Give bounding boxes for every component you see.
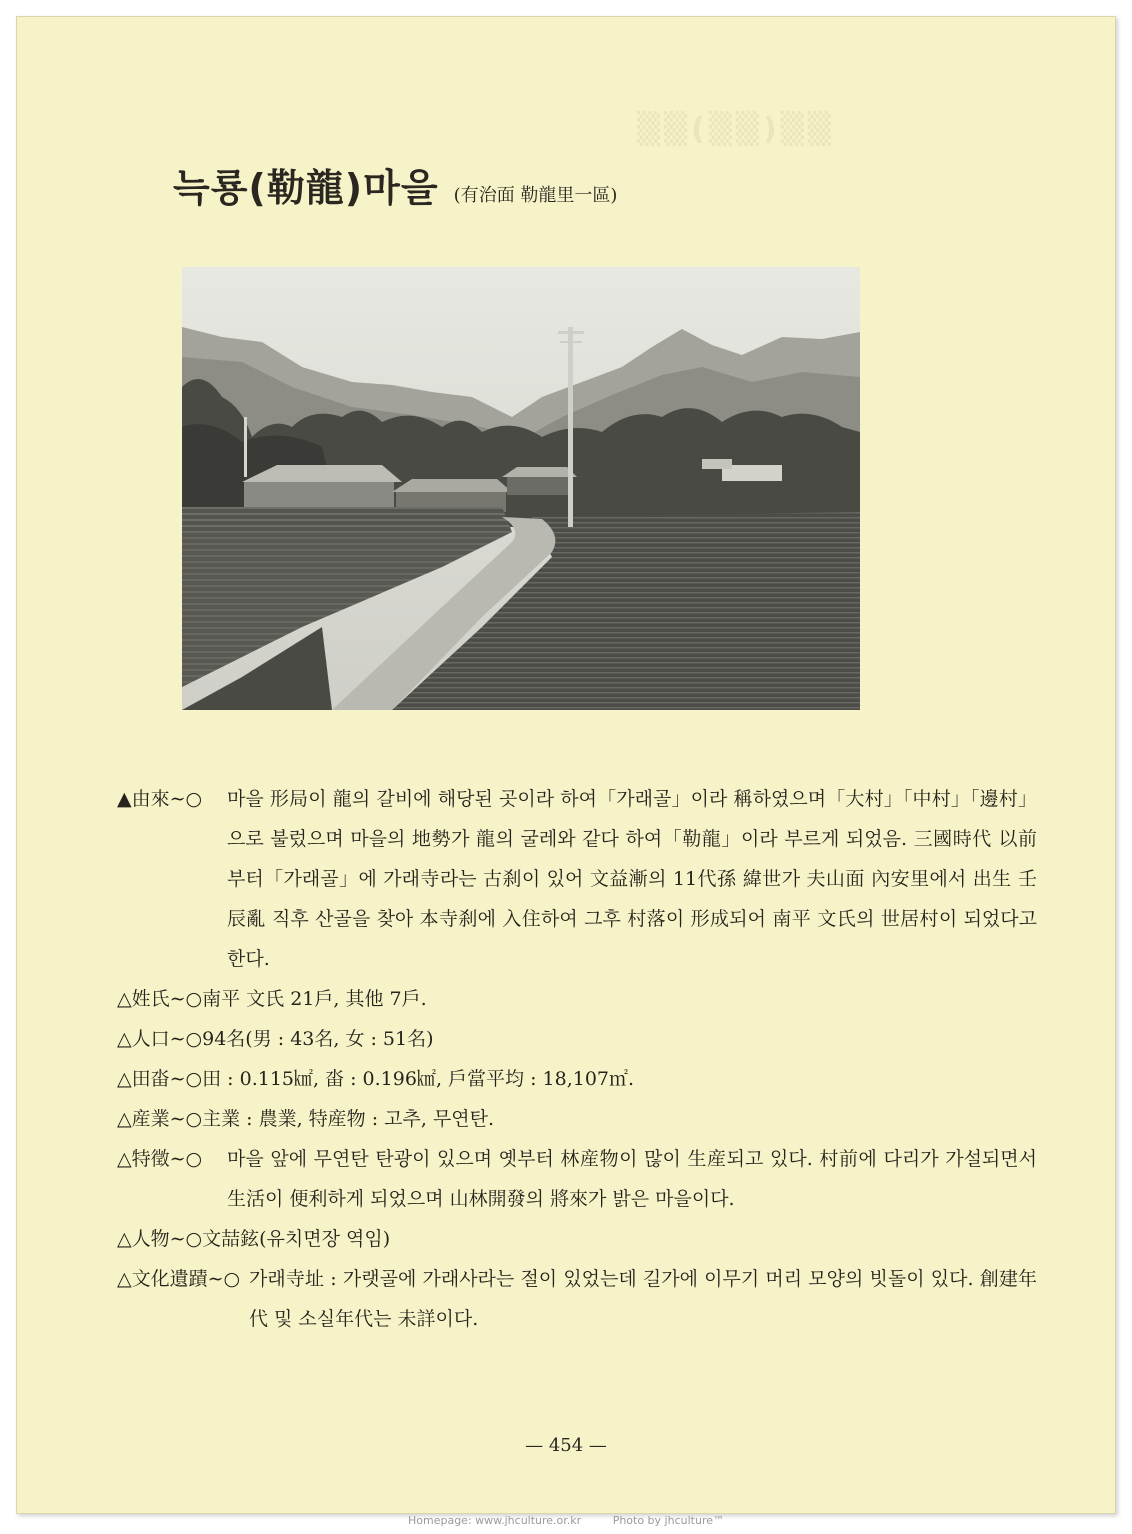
entry-label: △田畓∼○: [117, 1068, 203, 1090]
entry-text: 마을 앞에 무연탄 탄광이 있으며 옛부터 林産物이 많이 生産되고 있다. 村前에 다리가 가설되면서 生活이 便利하게 되었으며 山林開發의 將來가 밝은 마을이다.: [227, 1148, 1037, 1210]
entry-industry: [117, 1099, 1037, 1139]
entry-heritage: [117, 1259, 1037, 1339]
entry-surname: [117, 979, 1037, 1019]
entry-label: △産業∼○: [117, 1108, 203, 1130]
photo-credit: Photo by jhculture™: [612, 1514, 724, 1527]
entry-text: 田 : 0.115㎢, 畓 : 0.196㎢, 戶當平均 : 18,107㎡.: [202, 1068, 635, 1090]
entry-list: [117, 779, 1037, 1339]
entry-text: 主業 : 農業, 特産物 : 고추, 무연탄.: [202, 1108, 495, 1130]
entry-population: [117, 1019, 1037, 1059]
entry-farmland: [117, 1059, 1037, 1099]
entry-origin: [117, 779, 1037, 979]
entry-text: 가래寺址 : 가랫골에 가래사라는 절이 있었는데 길가에 이무기 머리 모양의 빗돌이 있다. 創建年代 및 소실年代는 未詳이다.: [249, 1268, 1037, 1330]
bleed-through-text: ▒▒(▒▒)▒▒: [637, 112, 835, 147]
entry-label: △特徵∼○: [117, 1148, 203, 1170]
title-row: [173, 157, 617, 212]
entry-label: △人口∼○: [117, 1028, 203, 1050]
entry-label: △文化遺蹟∼○: [117, 1268, 241, 1290]
entry-text: 南平 文氏 21戶, 其他 7戶.: [202, 988, 427, 1010]
entry-label: ▲由來∼○: [117, 788, 203, 810]
page-title: 늑룡(勒龍)마을: [173, 166, 439, 210]
document-page: [16, 16, 1116, 1514]
entry-text: 94名(男 : 43名, 女 : 51名): [202, 1028, 434, 1050]
page-subtitle: (有治面 勒龍里一區): [453, 185, 618, 206]
page-number: — 454 —: [525, 1435, 607, 1456]
entry-people: [117, 1219, 1037, 1259]
homepage-link[interactable]: Homepage: www.jhculture.or.kr: [407, 1514, 582, 1527]
village-photo: [182, 267, 860, 710]
entry-text: 文喆鉉(유치면장 역임): [202, 1228, 391, 1250]
entry-features: [117, 1139, 1037, 1219]
footer: [0, 1514, 1132, 1527]
entry-label: △姓氏∼○: [117, 988, 203, 1010]
entry-text: 마을 形局이 龍의 갈비에 해당된 곳이라 하여「가래골」이라 稱하였으며「大村」「中村」「邊村」으로 불렀으며 마을의 地勢가 龍의 굴레와 같다 하여「勒龍」이라 부르게 되었음. 三國時代 以前부터「가래골」에 가래寺라는 古刹이 있어 文益漸의 11代孫 緯世가 夫山面 內安里에서 出生 壬辰亂 직후 산골을 찾아 本寺刹에 入住하여 그후 村落이 形成되어 南平 文氏의 世居村이 되었다고 한다.: [227, 788, 1037, 970]
entry-label: △人物∼○: [117, 1228, 203, 1250]
